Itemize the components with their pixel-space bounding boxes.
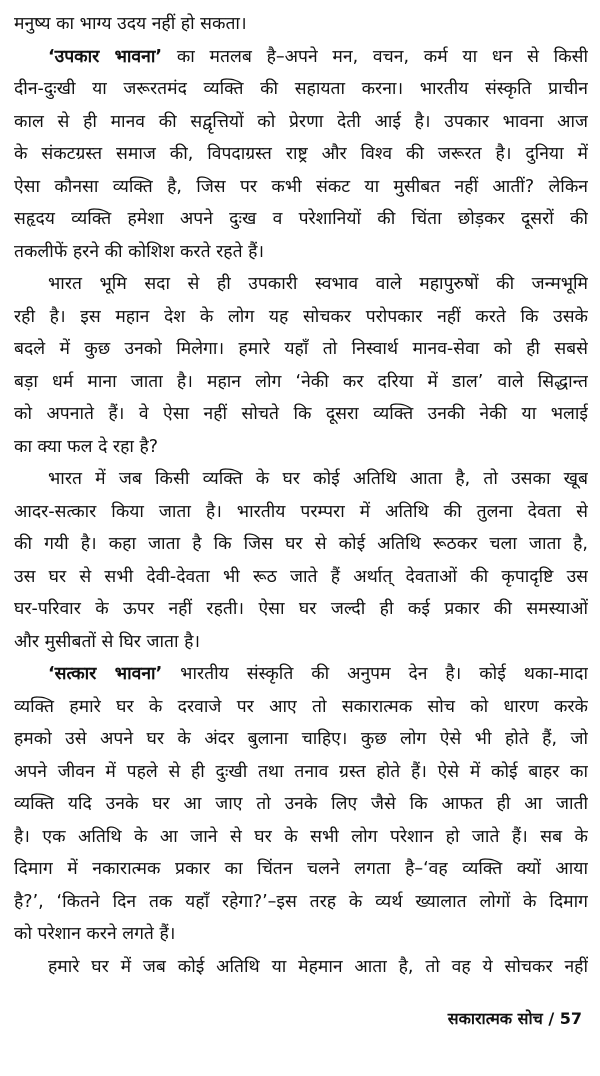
text-line — [14, 528, 588, 561]
text-line — [14, 171, 588, 204]
text-line — [14, 756, 588, 789]
text-line — [14, 951, 588, 984]
text-line — [14, 496, 588, 529]
line-text: व्यक्ति हमारे घर के दरवाजे पर आए तो सकारात्मक सोच को धारण करके — [14, 696, 588, 717]
text-line — [14, 236, 588, 269]
bold-term: ‘सत्कार भावना’ — [48, 664, 163, 684]
text-line — [14, 138, 588, 171]
text-line — [14, 301, 588, 334]
line-text: मनुष्य का भाग्य उदय नहीं हो सकता। — [14, 14, 247, 34]
text-line — [14, 918, 588, 951]
line-text: दिमाग में नकारात्मक प्रकार का चिंतन चलने लगता है–‘वह व्यक्ति क्यों आया — [14, 859, 588, 879]
line-text: अपने जीवन में पहले से ही दुःखी तथा तनाव ग्रस्त होते हैं। ऐसे में कोई बाहर का — [14, 761, 588, 782]
line-text: ऐसा कौनसा व्यक्ति है, जिस पर कभी संकट या मुसीबत नहीं आतीं? लेकिन — [14, 176, 588, 197]
line-text: सहृदय व्यक्ति हमेशा अपने दुःख व परेशानियों की चिंता छोड़कर दूसरों की — [14, 209, 588, 229]
text-line — [14, 366, 588, 399]
line-text: व्यक्ति यदि उनके घर आ जाए तो उनके लिए जैसे कि आफत ही आ जाती — [14, 794, 588, 814]
line-text: का क्या फल दे रहा है? — [14, 436, 159, 457]
text-line — [14, 658, 588, 691]
line-text: भारत भूमि सदा से ही उपकारी स्वभाव वाले महापुरुषों की जन्मभूमि — [48, 274, 588, 294]
text-line — [14, 8, 588, 41]
text-line — [14, 268, 588, 301]
line-text: की गयी है। कहा जाता है कि जिस घर से कोई अतिथि रूठकर चला जाता है, — [14, 534, 588, 554]
line-text: घर-परिवार के ऊपर नहीं रहती। ऐसा घर जल्दी ही कई प्रकार की समस्याओं — [14, 599, 588, 619]
text-line — [14, 626, 588, 659]
line-text: है?’, ‘कितने दिन तक यहाँ रहेगा?’–इस तरह के व्यर्थ ख्यालात लोगों के दिमाग — [14, 891, 588, 912]
line-text: और मुसीबतों से घिर जाता है। — [14, 631, 201, 652]
text-line — [14, 821, 588, 854]
line-text: हमको उसे अपने घर के अंदर बुलाना चाहिए। कुछ लोग ऐसे भी होते हैं, जो — [14, 729, 588, 749]
line-text: का मतलब है–अपने मन, वचन, कर्म या धन से किसी — [162, 46, 588, 67]
line-text: रही है। इस महान देश के लोग यह सोचकर परोपकार नहीं करते कि उसके — [14, 306, 588, 327]
text-line — [14, 463, 588, 496]
line-text: उस घर से सभी देवी-देवता भी रूठ जाते हैं अर्थात् देवताओं की कृपादृष्टि उस — [14, 566, 588, 587]
text-line — [14, 106, 588, 139]
line-text: बड़ा धर्म माना जाता है। महान लोग ‘नेकी कर दरिया में डाल’ वाले सिद्धान्त — [14, 371, 588, 392]
text-line — [14, 431, 588, 464]
line-text: को परेशान करने लगते हैं। — [14, 924, 176, 944]
text-line — [14, 73, 588, 106]
text-line — [14, 398, 588, 431]
line-text: आदर-सत्कार किया जाता है। भारतीय परम्परा में अतिथि की तुलना देवता से — [14, 501, 588, 522]
line-text: को अपनाते हैं। वे ऐसा नहीं सोचते कि दूसरा व्यक्ति उनकी नेकी या भलाई — [14, 404, 588, 424]
text-line — [14, 723, 588, 756]
line-text: भारत में जब किसी व्यक्ति के घर कोई अतिथि आता है, तो उसका खूब — [48, 469, 588, 489]
text-line — [14, 853, 588, 886]
text-line — [14, 788, 588, 821]
bold-term: ‘उपकार भावना’ — [48, 46, 163, 67]
line-text: तकलीफें हरने की कोशिश करते रहते हैं। — [14, 241, 265, 262]
text-line — [14, 203, 588, 236]
line-text: के संकटग्रस्त समाज की, विपदाग्रस्त राष्ट्र और विश्व की जरूरत है। दुनिया में — [14, 144, 588, 164]
page-body — [14, 8, 588, 983]
line-text: दीन-दुःखी या जरूरतमंद व्यक्ति की सहायता करना। भारतीय संस्कृति प्राचीन — [14, 79, 588, 99]
line-text: है। एक अतिथि के आ जाने से घर के सभी लोग परेशान हो जाते हैं। सब के — [14, 826, 588, 847]
text-line — [14, 333, 588, 366]
text-line — [14, 561, 588, 594]
page-footer: सकारात्मक सोच / 57 — [447, 1009, 582, 1028]
line-text: हमारे घर में जब कोई अतिथि या मेहमान आता है, तो वह ये सोचकर नहीं — [48, 956, 588, 977]
text-line — [14, 593, 588, 626]
text-line — [14, 41, 588, 74]
line-text: बदले में कुछ उनको मिलेगा। हमारे यहाँ तो निस्वार्थ मानव-सेवा को ही सबसे — [14, 339, 588, 359]
line-text: काल से ही मानव की सद्वृत्तियों को प्रेरणा देती आई है। उपकार भावना आज — [14, 111, 588, 132]
text-line — [14, 691, 588, 724]
text-line — [14, 886, 588, 919]
line-text: भारतीय संस्कृति की अनुपम देन है। कोई थका-मादा — [162, 664, 588, 684]
